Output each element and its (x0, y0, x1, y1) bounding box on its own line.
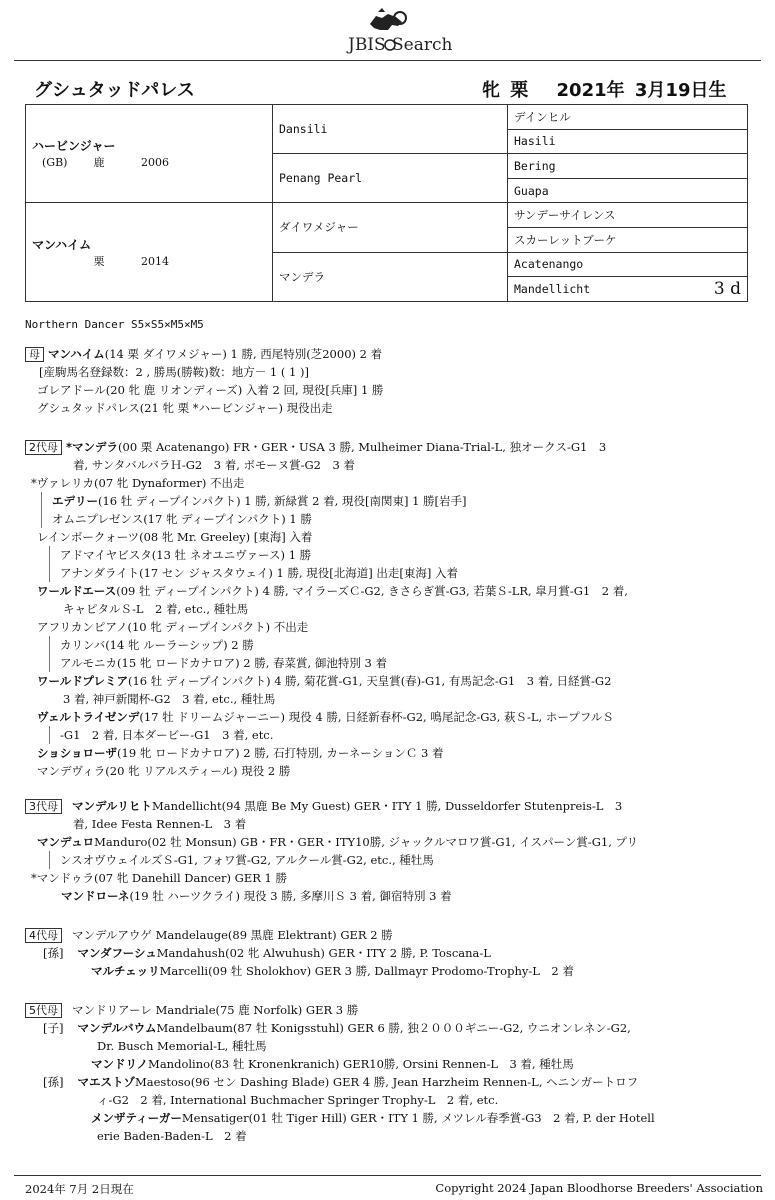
family-branch (49, 636, 745, 672)
jbis-search-logo (0, 8, 775, 60)
sire-origin: (GB) (42, 156, 68, 170)
runner-record: (09 牡 ディープインパクト) 4 勝, マイラーズＣ-G2, きさらぎ賞-G3, 若葉Ｓ-LR, 皐月賞-G1 2 着, (116, 584, 628, 598)
runner-bold-name[interactable]: マンデルバウム (77, 1021, 157, 1035)
family-branch (49, 546, 745, 582)
runner-record: Mandolino(83 牡 Kronenkranich) GER10勝, Orsini Rennen-L 3 着, 種牡馬 (148, 1057, 574, 1071)
third-dam-section (25, 797, 745, 905)
dam-bold-name[interactable]: マンハイム (48, 347, 105, 361)
family-line: *マンドゥラ(07 牝 Danehill Dancer) GER 1 勝 (31, 871, 288, 885)
fifth-dam-section (25, 1001, 745, 1145)
runner-record-cont: Dr. Busch Memorial-L, 種牡馬 (97, 1039, 267, 1053)
offspring-line: ゴレアドール(20 牝 鹿 リオンディーズ) 入着 2 回, 現役[兵庫] 1 勝 (37, 383, 384, 397)
runner-bold-name[interactable]: マンドローネ (61, 889, 130, 903)
runner-bold-name[interactable]: マンドリノ (91, 1057, 149, 1071)
section-tag-fifth-dam: 5代母 (25, 1003, 62, 1018)
g3-8-cell (508, 277, 748, 302)
runner-bold-name[interactable]: ヴェルトライゼンデ (37, 710, 140, 724)
sire-year: 2006 (141, 156, 169, 170)
fourth-dam-record: マンデルアウゲ Mandelauge(89 黒鹿 Elektrant) GER 2 勝 (72, 928, 393, 942)
second-dam-section (25, 438, 745, 780)
family-line: アフリカンピアノ(10 牝 ディープインパクト) 不出走 (37, 620, 309, 634)
runner-record: Marcelli(09 牡 Sholokhov) GER 3 勝, Dallmayr Prodomo-Trophy-L 2 着 (159, 964, 574, 978)
runner-record: (19 牝 ロードカナロア) 2 勝, 石打特別, カーネーションＣ 3 着 (117, 746, 444, 760)
section-tag-fourth-dam: 4代母 (25, 928, 62, 943)
runner-record: (17 牡 ドリームジャーニー) 現役 4 勝, 日経新春杯-G2, 鳴尾記念-G3, 萩Ｓ-L, ホープフルＳ (139, 710, 614, 724)
runner-bold-name[interactable]: ワールドプレミア (37, 674, 128, 688)
runner-bold-name[interactable]: マンデュロ (37, 835, 95, 849)
runner-bold-name[interactable]: ショショローザ (37, 746, 118, 760)
runner-record-cont: -G1 2 着, 日本ダービー-G1 3 着, etc. (60, 728, 274, 742)
second-dam-record: (00 栗 Acatenango) FR・GER・USA 3 勝, Mulheimer Diana-Trial-L, 独オークス-G1 3 (118, 440, 607, 454)
fifth-dam-record: マンドリアーレ Mandriale(75 鹿 Norfolk) GER 3 勝 (72, 1003, 359, 1017)
runner-record-cont: ンスオヴウェイルズＳ-G1, フォワ賞-G2, アルクール賞-G2, etc., 種牡馬 (60, 853, 434, 867)
logo-text-search: Search (391, 35, 452, 55)
family-line: アドマイヤビスタ(13 牡 ネオユニヴァース) 1 勝 (60, 548, 312, 562)
family-line: レインボークォーツ(08 牝 Mr. Greeley) [東海] 入着 (37, 530, 313, 544)
g3-1[interactable]: デインヒル (508, 105, 748, 130)
pedigree-table (25, 104, 748, 302)
dam-cell (26, 203, 273, 301)
relation-prefix: [子] (43, 1021, 64, 1035)
dam-details (32, 253, 266, 269)
g3-2[interactable]: Hasili (508, 129, 748, 154)
dam-record: (14 栗 ダイワメジャー) 1 勝, 西尾特別(芝2000) 2 着 (104, 347, 383, 361)
third-dam-record-cont: 着, Idee Festa Rennen-L 3 着 (73, 817, 247, 831)
footer-divider (14, 1175, 761, 1176)
runner-bold-name[interactable]: ワールドエース (37, 584, 117, 598)
relation-prefix: [孫] (43, 946, 64, 960)
dam-dam[interactable]: マンデラ (273, 252, 508, 301)
horse-sex-color-birthdate: 牝 栗 2021年 3月19日生 (482, 80, 727, 101)
family-line: マンデヴィラ(20 牝 リアルスティール) 現役 2 勝 (37, 764, 291, 778)
sire-color: 鹿 (93, 156, 105, 170)
dam-color: 栗 (93, 254, 105, 268)
section-tag-third-dam: 3代母 (25, 799, 62, 814)
third-dam-record: Mandellicht(94 黒鹿 Be My Guest) GER・ITY 1 勝, Dusseldorfer Stutenpreis-L 3 (151, 799, 623, 813)
runner-record: Mandahush(02 牝 Alwuhush) GER・ITY 2 勝, P. Toscana-L (156, 946, 491, 960)
runner-record: Mensatiger(01 牡 Tiger Hill) GER・ITY 1 勝, メツレル春季賞-G3 2 着, P. der Hotell (181, 1111, 655, 1125)
sire-name[interactable]: ハービンジャー (32, 139, 116, 154)
offspring-line: グシュタッドパレス(21 牝 栗 *ハービンジャー) 現役出走 (37, 401, 333, 415)
family-line: アルモニカ(15 牝 ロードカナロア) 2 勝, 春菜賞, 御池特別 3 着 (60, 656, 387, 670)
header-divider (14, 60, 761, 61)
inbreeding-line: Northern Dancer S5×S5×M5×M5 (25, 318, 204, 331)
runner-record: Maestoso(96 セン Dashing Blade) GER 4 勝, Jean Harzheim Rennen-L, ヘニンガートロフ (134, 1075, 639, 1089)
family-number: 3 d (713, 279, 741, 300)
runner-record: (19 牡 ハーツクライ) 現役 3 勝, 多摩川Ｓ 3 着, 御宿特別 3 着 (129, 889, 452, 903)
g3-5[interactable]: サンデーサイレンス (508, 203, 748, 228)
runner-record-cont: 3 着, 神戸新聞杯-G2 3 着, etc., 種牡馬 (63, 692, 276, 706)
second-dam-bold-name[interactable]: *マンデラ (66, 440, 119, 454)
g3-4[interactable]: Guapa (508, 178, 748, 203)
g3-6[interactable]: スカーレットブーケ (508, 227, 748, 252)
family-line: アナンダライト(17 セン ジャスタウェイ) 1 勝, 現役[北海道] 出走[東海] 入着 (60, 566, 459, 580)
copyright: Copyright 2024 Japan Bloodhorse Breeders' Association (435, 1181, 763, 1195)
family-branch (41, 492, 745, 528)
horse-name: グシュタッドパレス (34, 80, 195, 101)
runner-bold-name[interactable]: メンザティーガー (91, 1111, 182, 1125)
runner-record: (16 牡 ディープインパクト) 4 勝, 菊花賞-G1, 天皇賞(春)-G1, 有馬記念-G1 3 着, 日経賞-G2 (127, 674, 612, 688)
runner-bold-name[interactable]: マルチェッリ (91, 964, 160, 978)
runner-bold-name[interactable]: マエストゾ (77, 1075, 135, 1089)
family-branch (49, 851, 745, 869)
runner-record-cont: ィ-G2 2 着, International Buchmacher Springer Trophy-L 2 着, etc. (97, 1093, 499, 1107)
g3-8[interactable]: Mandellicht (514, 281, 591, 296)
logo-text-jbis: JBIS (347, 35, 386, 55)
dam-year: 2014 (141, 254, 169, 268)
runner-bold-name[interactable]: マンダフーシュ (77, 946, 157, 960)
dam-produce-summary: [産駒馬名登録数：2 , 勝馬(勝鞍)数：地方－ 1 ( 1 )] (39, 365, 309, 379)
sire-sire[interactable]: Dansili (273, 105, 508, 154)
runner-record-cont: キャピタルＳ-L 2 着, etc., 種牡馬 (63, 602, 249, 616)
fourth-dam-section (25, 926, 745, 980)
family-line: *ヴァレリカ(07 牝 Dynaformer) 不出走 (31, 476, 245, 490)
sire-details (32, 154, 266, 170)
sire-dam[interactable]: Penang Pearl (273, 154, 508, 203)
relation-prefix: [孫] (43, 1075, 64, 1089)
dam-sire[interactable]: ダイワメジャー (273, 203, 508, 252)
dam-section (25, 345, 745, 417)
second-dam-record-cont: 着, サンタバルバラＨ-G2 3 着, ボモーヌ賞-G2 3 着 (73, 458, 355, 472)
third-dam-bold-name[interactable]: マンデルリヒト (72, 799, 152, 813)
runner-bold-name[interactable]: エデリー (52, 494, 98, 508)
horse-jockey-icon (318, 8, 458, 56)
section-tag-dam: 母 (25, 347, 44, 362)
family-line: カリンバ(14 牝 ルーラーシップ) 2 勝 (60, 638, 254, 652)
family-branch (49, 726, 745, 744)
runner-record: Manduro(02 牡 Monsun) GB・FR・GER・ITY10勝, ジャックルマロワ賞-G1, イスパーン賞-G1, プリ (94, 835, 639, 849)
family-line: オムニプレゼンス(17 牝 ディープインパクト) 1 勝 (52, 512, 312, 526)
g3-3[interactable]: Bering (508, 154, 748, 179)
runner-record: Mandelbaum(87 牡 Konigsstuhl) GER 6 勝, 独２０００ギニー-G2, ウニオンレネン-G2, (156, 1021, 631, 1035)
sire-cell (26, 105, 273, 203)
section-tag-second-dam: 2代母 (25, 440, 62, 455)
runner-record: (16 牡 ディープインパクト) 1 勝, 新緑賞 2 着, 現役[南関東] 1 勝[岩手] (98, 494, 467, 508)
g3-7[interactable]: Acatenango (508, 252, 748, 277)
dam-name[interactable]: マンハイム (32, 237, 92, 252)
as-of-date: 2024年 7月 2日現在 (25, 1182, 134, 1196)
runner-record-cont: erie Baden-Baden-L 2 着 (97, 1129, 247, 1143)
